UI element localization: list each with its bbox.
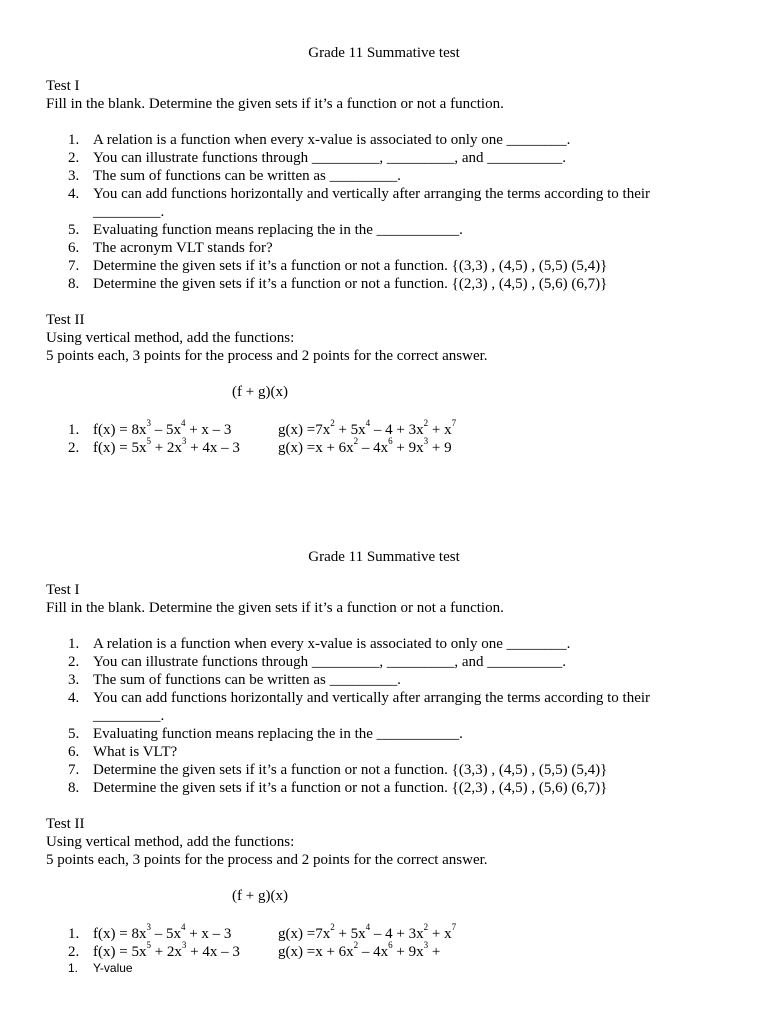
test2-problem-list <box>46 418 726 457</box>
list-item: 3. The sum of functions can be written as _________. <box>68 168 401 184</box>
test1-heading: Test I <box>46 78 80 94</box>
test2-heading: Test II <box>46 816 85 832</box>
test1-instruction: Fill in the blank. Determine the given sets if it’s a function or not a function. <box>46 600 504 616</box>
list-item: 6. What is VLT? <box>68 744 178 760</box>
list-item: 4. You can add functions horizontally and vertically after arranging the terms according to their _________. <box>68 690 651 724</box>
test2-instruction-1: Using vertical method, add the functions: <box>46 330 295 346</box>
list-item: 4. You can add functions horizontally and vertically after arranging the terms according to their _________. <box>68 186 651 220</box>
list-item: 1. A relation is a function when every x-value is associated to only one ________. <box>68 132 571 148</box>
list-item: 3. The sum of functions can be written as _________. <box>68 672 401 688</box>
test2-problem-list <box>46 922 726 961</box>
test1-instruction: Fill in the blank. Determine the given sets if it’s a function or not a function. <box>46 96 504 112</box>
page-title: Grade 11 Summative test <box>308 45 460 61</box>
list-item: 5. Evaluating function means replacing the in the ___________. <box>68 222 463 238</box>
list-item: 2. $f(x) = 5x^5 + 2x^3 + 4x - 3$ $g(x) =x + 6x^2 - 4x^6 + 9x^3 + 9$ <box>68 436 452 456</box>
function-sum-label: (f + g)(x) <box>232 384 288 400</box>
list-item: 2. $f(x) = 5x^5 + 2x^3 + 4x - 3$ $g(x) =x + 6x^2 - 4x^6 + 9x^3$ + <box>68 940 441 960</box>
test-section-2 <box>46 548 726 976</box>
test1-question-list <box>46 131 726 293</box>
list-item: 5. Evaluating function means replacing the in the ___________. <box>68 726 463 742</box>
function-sum-label: (f + g)(x) <box>232 888 288 904</box>
list-item: 6. The acronym VLT stands for? <box>68 240 273 256</box>
list-item: 7. Determine the given sets if it’s a function or not a function. {(3,3) , (4,5) , (5,5) (5,4)} <box>68 258 608 274</box>
list-item: 7. Determine the given sets if it’s a function or not a function. {(3,3) , (4,5) , (5,5) (5,4)} <box>68 762 608 778</box>
list-item: 2. You can illustrate functions through _________, _________, and __________. <box>68 150 567 166</box>
list-item: 8. Determine the given sets if it’s a function or not a function. {(2,3) , (4,5) , (5,6) (6,7)} <box>68 780 608 796</box>
test2-instruction-1: Using vertical method, add the functions: <box>46 834 295 850</box>
list-item: 8. Determine the given sets if it’s a function or not a function. {(2,3) , (4,5) , (5,6) (6,7)} <box>68 276 608 292</box>
extra-list-item: 1. Y-value <box>68 961 133 975</box>
test2-instruction-2: 5 points each, 3 points for the process and 2 points for the correct answer. <box>46 852 488 868</box>
list-item: 1. A relation is a function when every x-value is associated to only one ________. <box>68 636 571 652</box>
test1-heading: Test I <box>46 582 80 598</box>
test2-heading: Test II <box>46 312 85 328</box>
test2-instruction-2: 5 points each, 3 points for the process and 2 points for the correct answer. <box>46 348 488 364</box>
test-section-1 <box>46 44 726 457</box>
list-item: 1. $f(x) = 8x^3 - 5x^4 + x - 3$ $g(x) =7x^2 + 5x^4 - 4 + 3x^2 + x^7$ <box>68 418 457 438</box>
list-item: 1. $f(x) = 8x^3 - 5x^4 + x - 3$ $g(x) =7x^2 + 5x^4 - 4 + 3x^2 + x^7$ <box>68 922 457 942</box>
page-title: Grade 11 Summative test <box>308 549 460 565</box>
list-item: 2. You can illustrate functions through _________, _________, and __________. <box>68 654 567 670</box>
test1-question-list <box>46 635 726 797</box>
